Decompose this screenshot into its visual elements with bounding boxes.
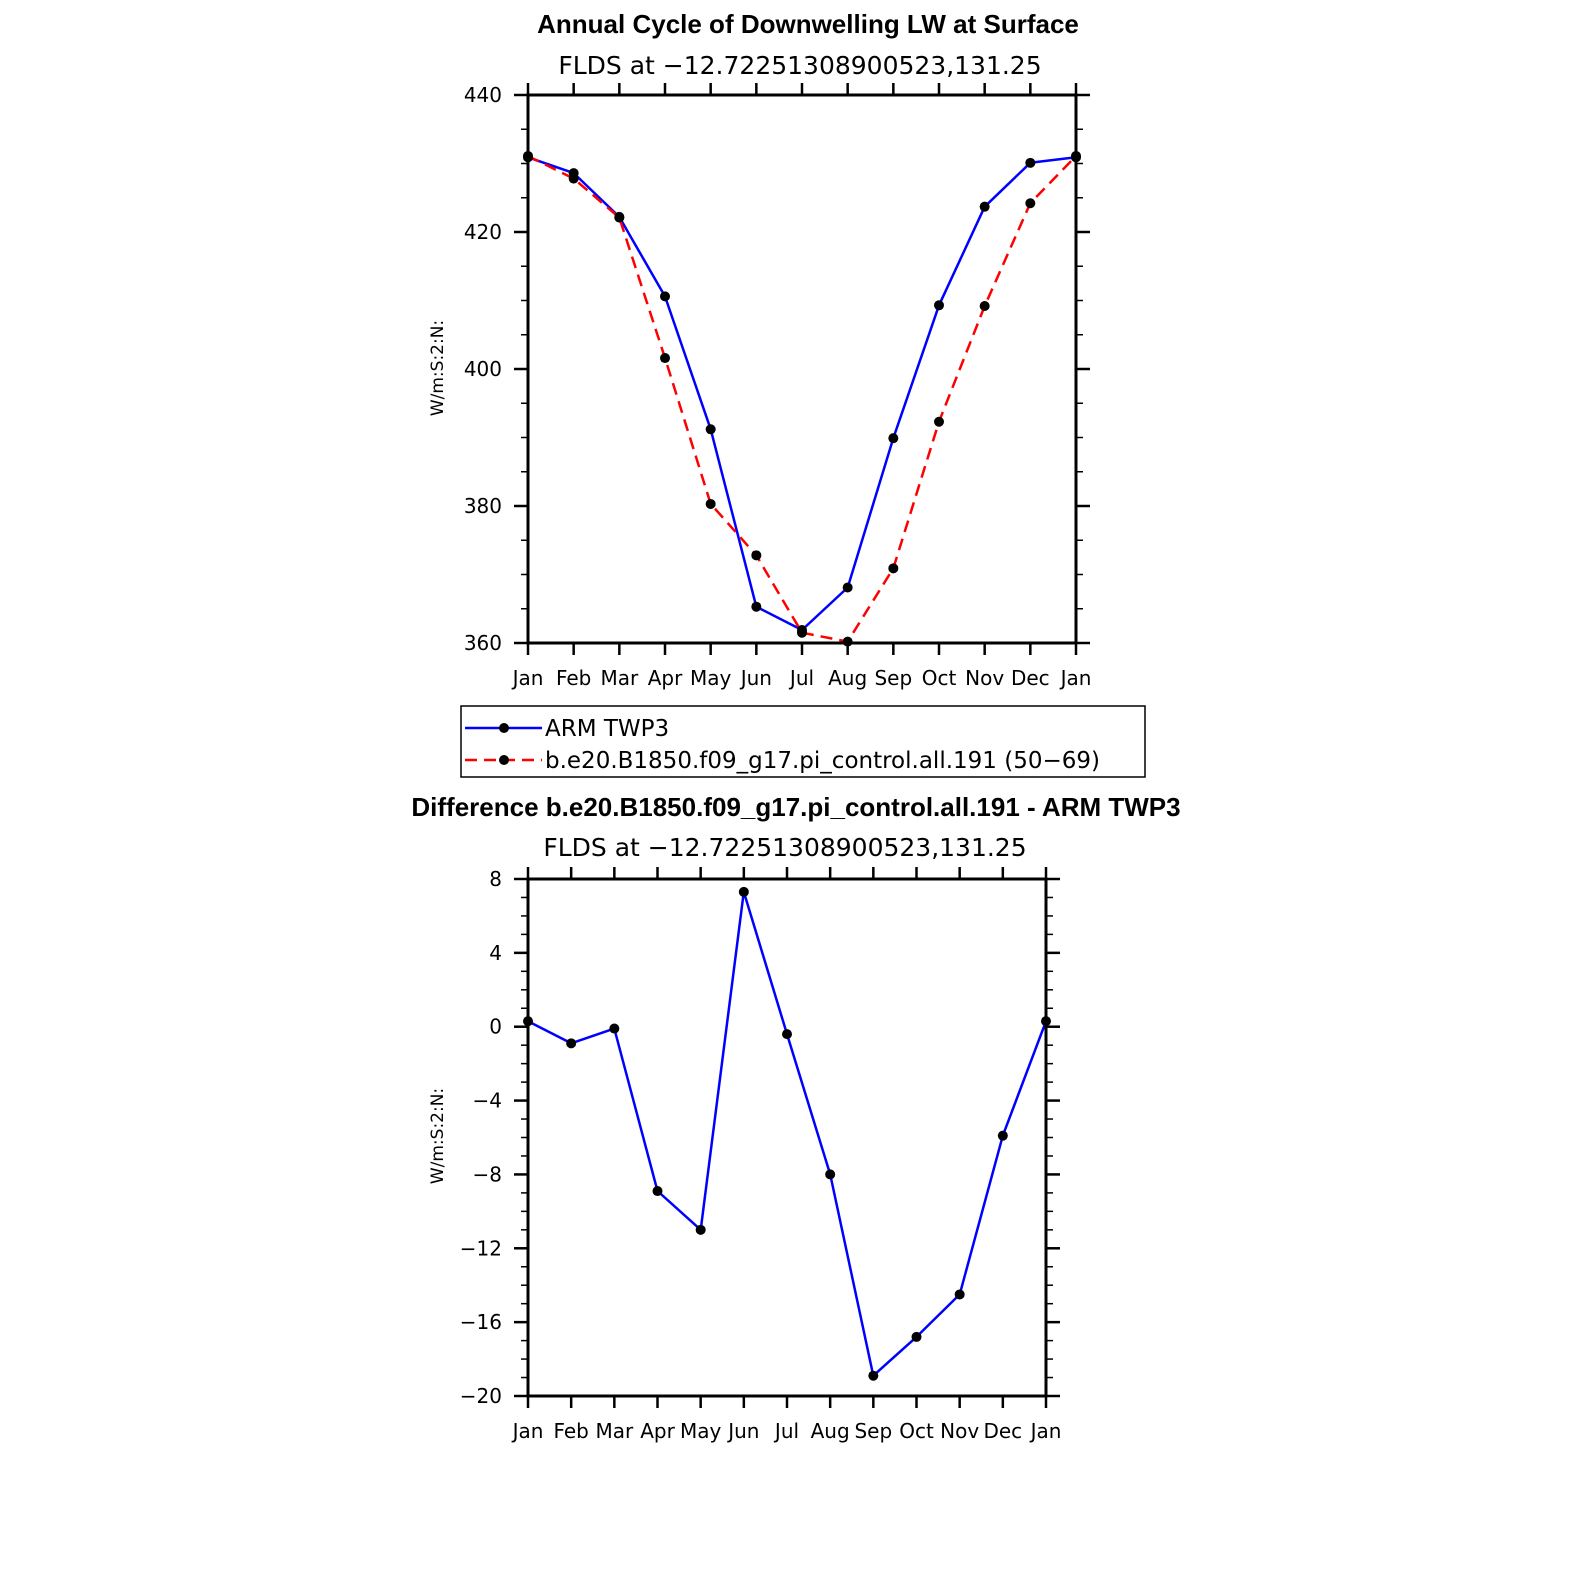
data-point [998,1131,1008,1141]
chart-subtitle: FLDS at −12.72251308900523,131.25 [543,833,1027,862]
data-point [566,1038,576,1048]
x-tick-label: Jan [1030,1419,1062,1443]
x-tick-label: Nov [965,666,1005,690]
y-tick-label: 8 [489,867,502,891]
y-axis-label: W/m:S:2:N: [428,319,448,417]
data-point [888,433,898,443]
legend [461,706,1145,777]
x-tick-label: May [679,1419,722,1443]
x-tick-label: Sep [854,1419,893,1443]
y-tick-label: 4 [489,940,502,965]
x-tick-label: Feb [555,666,592,690]
y-tick-label: 440 [463,83,502,107]
data-point [1025,158,1035,168]
data-point [751,550,761,560]
legend-swatch-marker [499,723,509,733]
x-tick-label: Aug [810,1419,850,1443]
y-tick-label: 420 [463,220,502,244]
x-tick-label: Jun [728,1419,760,1443]
x-tick-label: Sep [874,666,913,690]
y-tick-label: 380 [463,494,502,518]
data-point [955,1289,965,1299]
x-tick-label: Nov [940,1419,980,1443]
data-point [660,291,670,301]
data-point [888,563,898,573]
data-point [1025,198,1035,208]
data-point [660,353,670,363]
data-point [797,628,807,638]
data-point [739,887,749,897]
x-tick-label: Apr [647,666,683,690]
x-tick-label: Apr [640,1419,675,1443]
data-point [782,1029,792,1039]
data-point [609,1024,619,1034]
y-tick-label: −16 [459,1310,502,1335]
data-point [934,300,944,310]
data-point [696,1225,706,1235]
y-tick-label: −20 [459,1384,502,1408]
legend-label: ARM TWP3 [545,716,670,742]
data-point [706,424,716,434]
x-tick-label: Jan [1060,666,1092,690]
data-point [751,602,761,612]
x-tick-label: Dec [1010,666,1050,690]
x-tick-label: Oct [921,666,957,690]
data-point [825,1169,835,1179]
data-point [868,1371,878,1381]
x-tick-label: Jan [512,666,544,690]
y-tick-label: 400 [463,357,502,381]
y-tick-label: 360 [463,631,502,655]
legend-swatch-marker [499,755,509,765]
x-tick-label: Jul [774,1419,800,1443]
chart-subtitle: FLDS at −12.72251308900523,131.25 [558,51,1042,80]
y-tick-label: 0 [489,1014,502,1039]
y-tick-label: −12 [459,1236,502,1261]
x-tick-label: Feb [553,1419,589,1443]
x-tick-label: Jan [512,1419,544,1443]
y-axis-label: W/m:S:2:N: [428,1087,448,1185]
x-tick-label: Jul [789,666,815,690]
x-tick-label: Mar [600,666,639,690]
x-tick-label: Oct [899,1419,934,1443]
y-tick-label: −4 [472,1088,502,1113]
chart-title: Difference b.e20.B1850.f09_g17.pi_control.all.191 - ARM TWP3 [411,792,1181,822]
x-tick-label: Aug [828,666,868,690]
data-point [934,417,944,427]
x-tick-label: Dec [983,1419,1023,1443]
legend-item-model [465,748,1100,774]
data-point [912,1332,922,1342]
data-point [569,174,579,184]
data-point [843,583,853,593]
x-tick-label: Jun [740,666,772,690]
data-point [980,202,990,212]
data-point [980,301,990,311]
x-tick-label: Mar [595,1419,634,1443]
legend-label: b.e20.B1850.f09_g17.pi_control.all.191 (50−69) [545,748,1100,774]
chart-title: Annual Cycle of Downwelling LW at Surface [537,9,1079,39]
y-tick-label: −8 [472,1162,502,1187]
x-tick-label: May [689,666,732,690]
data-point [614,213,624,223]
data-point [706,499,716,509]
data-point [653,1186,663,1196]
